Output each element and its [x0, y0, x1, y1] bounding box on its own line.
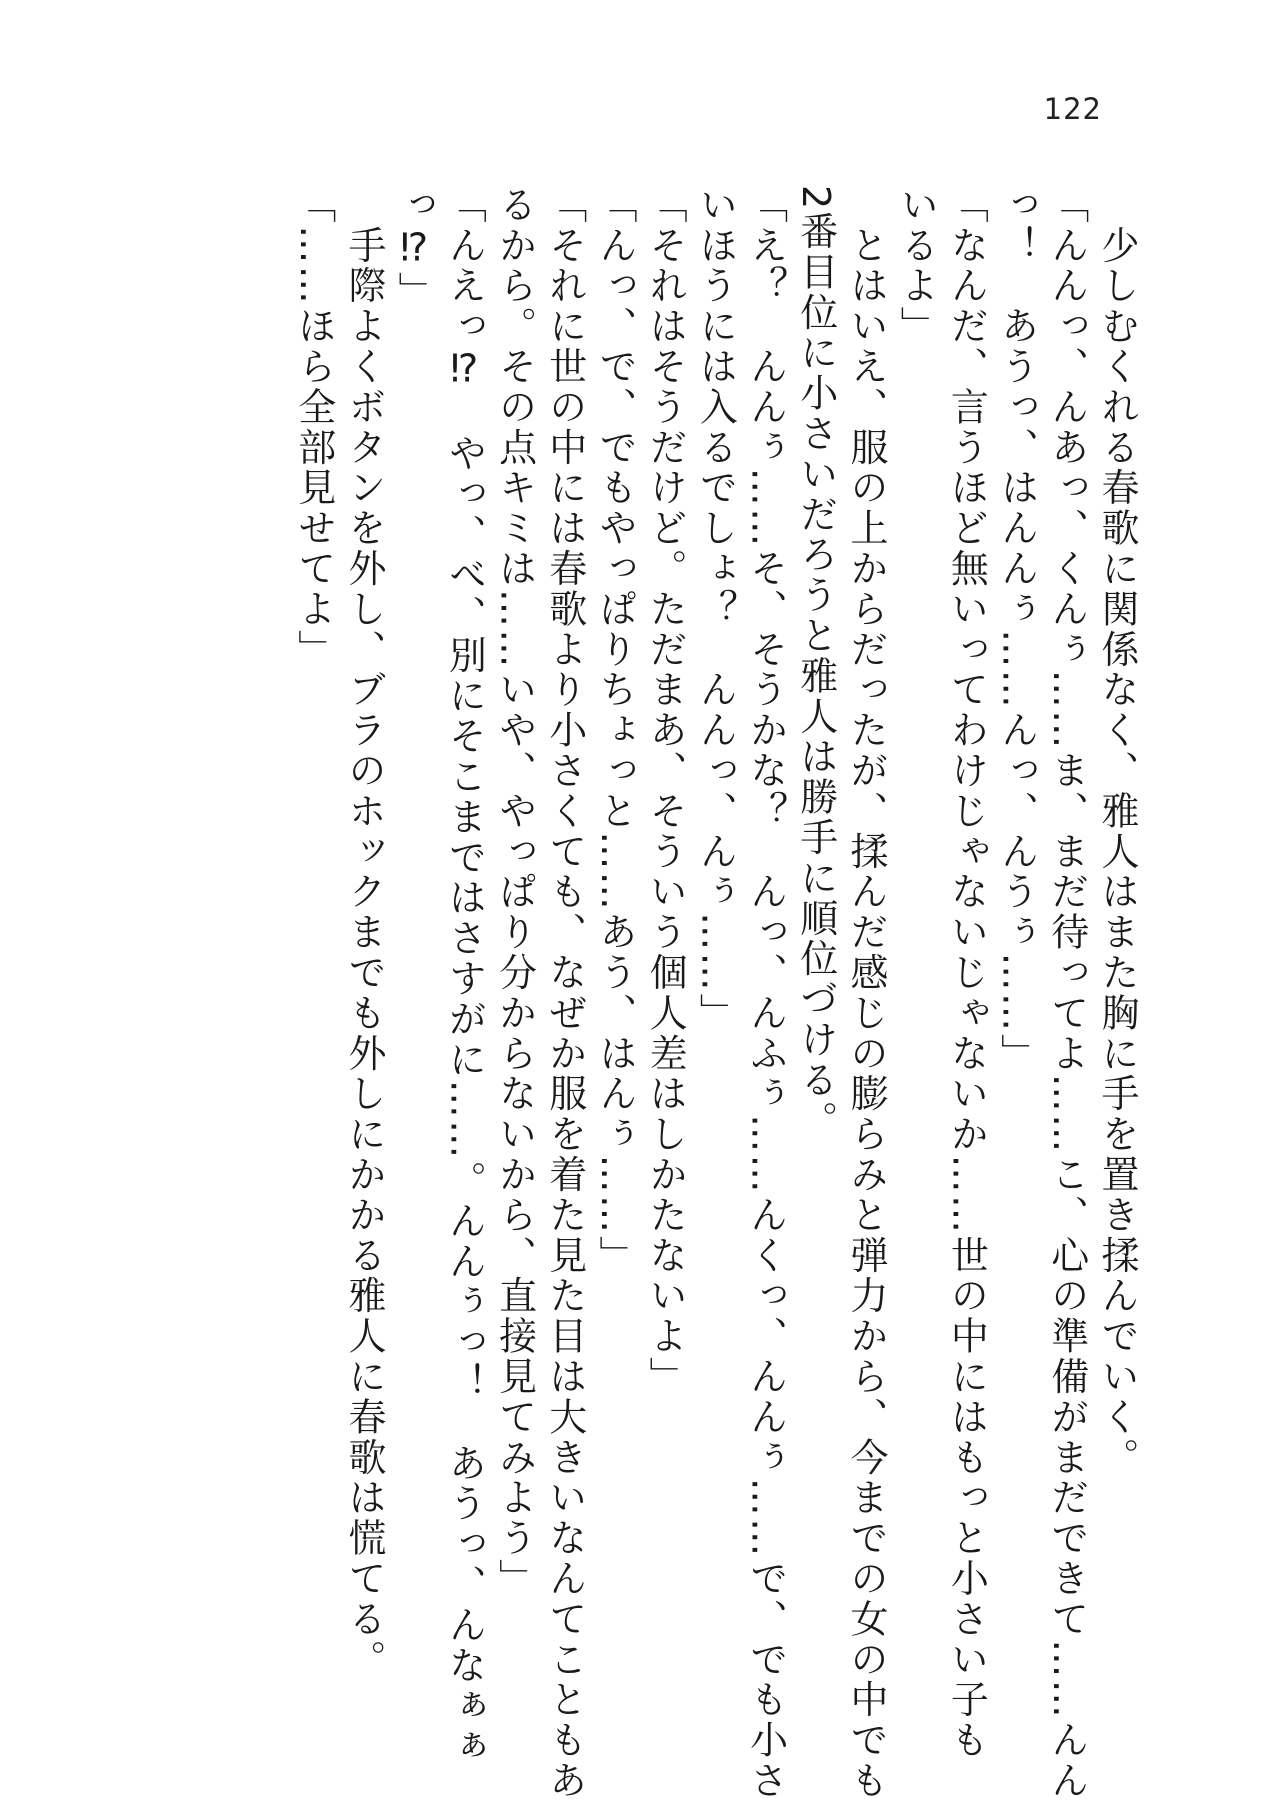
text-line: 「それに世の中には春歌より小さくても、なぜか服を着た見た目は大きいなんてこともあ — [542, 185, 587, 1802]
text-line: とはいえ、服の上からだったが、揉んだ感じの膨らみと弾力から、今までの女の中でも — [843, 185, 888, 1801]
text-line: 少しむくれる春歌に関係なく、雅人はまた胸に手を置き揉んでいく。 — [1095, 185, 1139, 1478]
text-line: 「え？ んんぅ……そ、そうかな？ んっ、んふぅ……んくっ、んんぅ……で、でも小さ — [743, 185, 788, 1801]
text-line: 「それはそうだけど。ただまあ、そういう個人差はしかたないよ」 — [643, 185, 688, 1397]
text-line: 「んんっ、んあっ、くんぅ……ま、まだ待ってよ……こ、心の準備がまだできて……んん — [1044, 185, 1089, 1801]
text-line: 「なんだ、言うほど無いってわけじゃないじゃないか……世の中にはもっと小さい子も — [944, 185, 989, 1761]
text-line: 「……ほら全部見せてよ」 — [291, 185, 336, 670]
text-line: いるよ」 — [894, 185, 939, 347]
text-line: っ！ あうっ、はんんぅ……んっ、んうぅ……」 — [994, 185, 1039, 1074]
text-line: 2番目位に小さいだろうと雅人は勝手に順位づける。 — [793, 185, 838, 1141]
text-line: 手際よくボタンを外し、ブラのホックまでも外しにかかる雅人に春歌は慌てる。 — [341, 185, 386, 1680]
text-line: 「んっ、で、でもやっぱりちょっと……あう、はんぅ……」 — [592, 185, 637, 1276]
text-line: 「んえっ⁉ やっ、べ、別にそこまではさすがに……。んんぅっ！ あうっ、んなぁぁ — [442, 185, 487, 1767]
novel-body-text — [289, 185, 1142, 1802]
text-line: るから。その点キミは……いや、やっぱり分からないから、直接見てみよう」 — [492, 185, 537, 1599]
text-line: いほうには入るでしょ？ んんっ、んぅ……」 — [693, 185, 738, 1034]
page-number: 122 — [1043, 92, 1102, 126]
text-line: っ⁉」 — [392, 185, 437, 313]
